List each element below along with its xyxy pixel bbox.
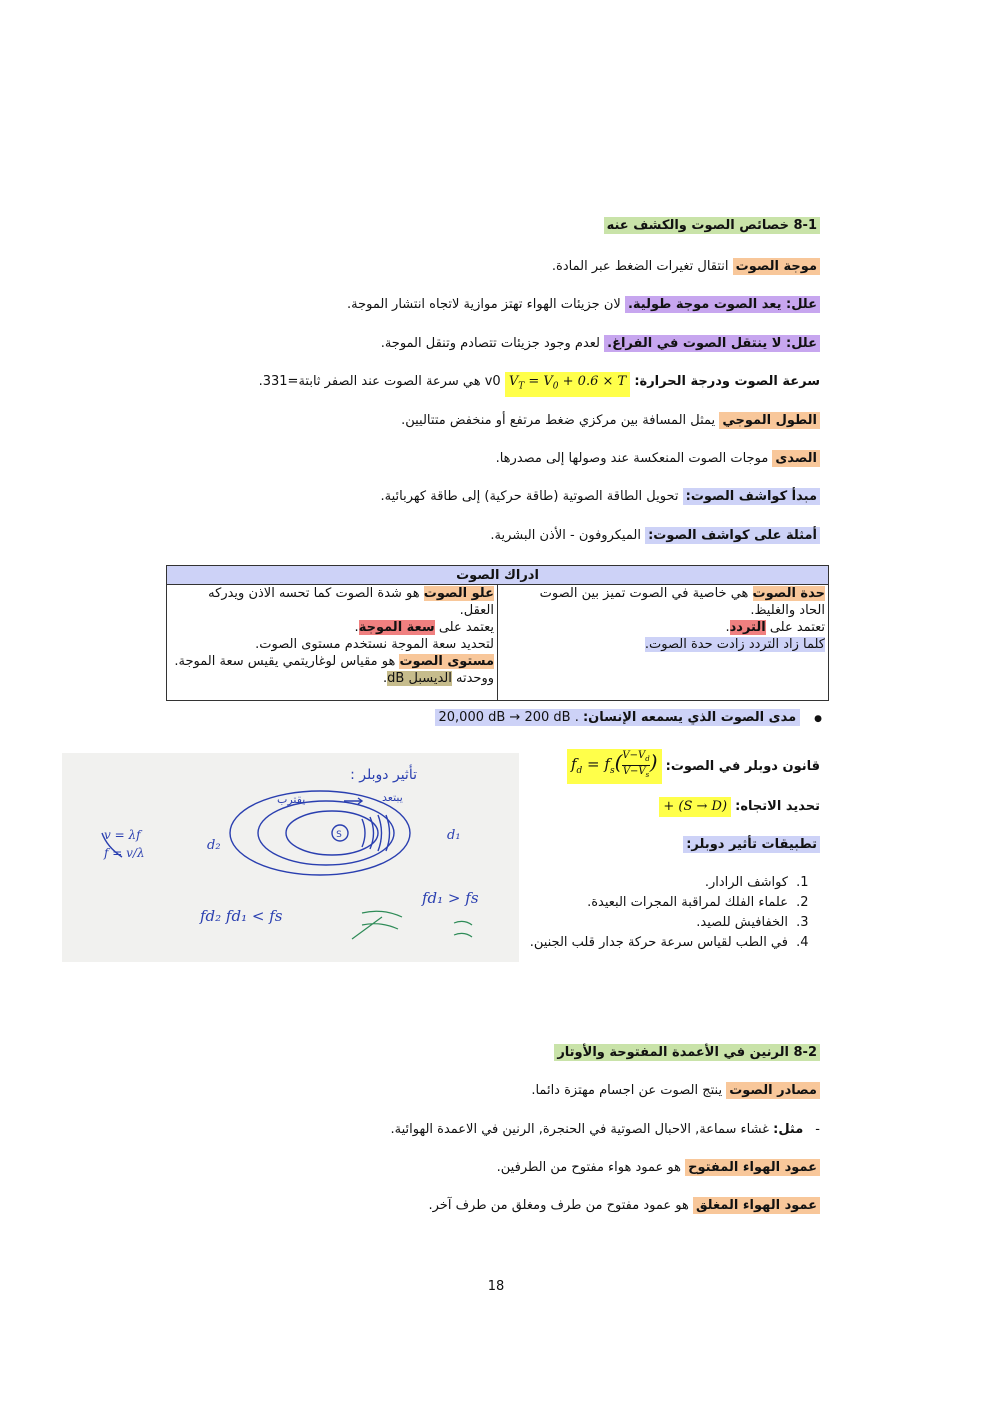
application-item: 4. في الطب لقياس سرعة حركة جدار قلب الجنين. — [502, 933, 792, 953]
detector-examples-text: الميكروفون - الأذن البشرية. — [490, 528, 646, 543]
pitch-line-1: حدة الصوت هي خاصية في الصوت تميز بين الصوت — [539, 586, 825, 601]
reason-longitudinal — [347, 295, 820, 315]
application-item: 3. الخفافيش للصيد. — [502, 913, 792, 933]
loudness-depends: يعتمد على سعة الموجة. — [354, 620, 494, 635]
pitch-line-2: الحاد والغليظ. — [750, 603, 825, 618]
speed-formula: $V_T = V_0 + 0.6 \times T$ — [505, 372, 630, 397]
section-1-title: 8-1 خصائص الصوت والكشف عنه — [604, 217, 820, 234]
detector-examples-term: أمثلة على كواشف الصوت: — [645, 527, 820, 544]
closed-column-text: هو عمود مفتوح من طرف ومغلق من طرف آخر. — [428, 1198, 693, 1213]
decibel-term: الديسبل dB — [387, 671, 452, 686]
reason-vacuum-term: علل: لا ينتقل الصوت في الفراغ. — [604, 335, 820, 352]
reason-vacuum — [381, 334, 820, 354]
pitch-relation: كلما زاد التردد زادت حدة الصوت. — [644, 637, 825, 652]
sound-perception-table — [166, 565, 829, 701]
example-term: مثل: — [773, 1122, 804, 1137]
loudness-term: علو الصوت — [423, 586, 494, 601]
pitch-depends: تعتمد على التردد. — [725, 620, 825, 635]
doppler-notes-photo — [62, 753, 519, 962]
sources-example — [390, 1120, 820, 1140]
sound-level-term: مستوى الصوت — [399, 654, 494, 669]
doppler-applications-title — [683, 835, 820, 855]
pitch-term: حدة الصوت — [752, 586, 825, 601]
approach-note: يقترب — [277, 793, 306, 806]
sound-level-unit: ووحدته الديسبل dB. — [383, 671, 494, 686]
sound-sources-text: ينتج الصوت عن اجسام مهتزة دائما. — [531, 1083, 727, 1098]
wavelength-definition — [401, 411, 820, 431]
application-item: 1. كواشف الرادار. — [502, 873, 792, 893]
echo-definition — [496, 449, 820, 469]
example-text: غشاء سماعة, الاحبال الصوتية في الحنجرة, الرنين في الاعمدة الهوائية. — [390, 1122, 774, 1137]
frequency-term: التردد — [729, 620, 766, 635]
closed-column-term: عمود الهواء المغلق — [693, 1197, 820, 1214]
wavelength-text: يمثل المسافة بين مركزي ضغط مرتفع أو منخفض متتاليين. — [401, 413, 720, 428]
open-column-text: هو عمود هواء مفتوح من الطرفين. — [496, 1160, 686, 1175]
direction-formula: + (S → D) — [659, 797, 731, 817]
sound-level: مستوى الصوت هو مقياس لوغاريتمي يقيس سعة الموجة. — [174, 654, 494, 669]
detector-examples — [490, 526, 820, 546]
echo-text: موجات الصوت المنعكسة عند وصولها إلى مصدرها. — [495, 451, 773, 466]
notes-formula-2: f = v/λ — [104, 846, 145, 860]
speed-temperature — [259, 372, 820, 397]
pitch-cell — [498, 585, 829, 701]
hearing-range-value: 20,000 dB → 200 dB . — [438, 710, 579, 725]
table-header: ادراك الصوت — [167, 566, 829, 585]
loudness-line-1: علو الصوت هو شدة الصوت كما تحسه الاذن ويدركه — [208, 586, 494, 601]
section-1-heading — [604, 216, 820, 236]
application-item: 2. علماء الفلك لمراقبة المجرات البعيدة. — [502, 893, 792, 913]
reason-vacuum-text: لعدم وجود جزيئات تتصادم وتنقل الموجة. — [380, 336, 605, 351]
sound-wave-text: انتقال تغيرات الضغط عبر المادة. — [551, 259, 733, 274]
speed-text: v0 هي سرعة الصوت عند الصفر ثابتة=331. — [258, 374, 501, 389]
sound-wave-term: موجة الصوت — [733, 258, 820, 275]
speed-term: سرعة الصوت ودرجة الحرارة: — [634, 374, 820, 389]
notes-formula: v = λf — [104, 828, 141, 842]
sound-sources — [531, 1081, 820, 1101]
amplitude-use: لتحديد سعة الموجة نستخدم مستوى الصوت. — [255, 637, 494, 652]
hearing-range-term: مدى الصوت الذي يسمعه الإنسان: — [582, 710, 797, 725]
doppler-formula: $f_d = f_s$( $\frac{V-V_d}{V-V_s}$ ) — [567, 749, 662, 784]
doppler-direction — [659, 797, 820, 817]
hearing-range — [435, 708, 823, 729]
doppler-law-term: قانون دوبلر في الصوت: — [665, 759, 820, 774]
section-2-title: 8-2 الرنين في الأعمدة المفتوحة والأوتار — [554, 1044, 820, 1061]
detector-principle-term: مبدأ كواشف الصوت: — [683, 488, 820, 505]
example-dash: - — [815, 1122, 820, 1137]
doppler-notes-sketch — [62, 753, 519, 962]
page-number: 18 — [487, 1279, 505, 1294]
inequality-right: fd₁ > fs — [422, 889, 479, 907]
reason-longitudinal-term: علل: يعد الصوت موجة طولية. — [625, 296, 820, 313]
sound-sources-term: مصادر الصوت — [726, 1082, 820, 1099]
doppler-applications-list — [502, 873, 820, 953]
open-column-term: عمود الهواء المفتوح — [685, 1159, 820, 1176]
notes-title: تأثير دوبلر : — [350, 767, 417, 783]
amplitude-term: سعة الموجة — [358, 620, 435, 635]
section-2-heading — [554, 1043, 820, 1063]
loudness-cell — [167, 585, 498, 701]
observer-right: d₁ — [447, 828, 461, 843]
sound-wave-definition — [552, 257, 820, 277]
echo-term: الصدى — [772, 450, 820, 467]
detector-principle-text: تحويل الطاقة الصوتية (طاقة حركية) إلى طاقة كهربائية. — [380, 489, 683, 504]
doppler-law — [567, 749, 820, 784]
applications-title: تطبيقات تأثير دوبلر: — [683, 836, 820, 853]
loudness-line-2: العقل. — [459, 603, 494, 618]
wavelength-term: الطول الموجي — [719, 412, 820, 429]
direction-term: تحديد الاتجاه: — [735, 799, 820, 814]
recede-note: يبتعد — [382, 791, 403, 804]
inequality-left: fd₂ fd₁ < fs — [200, 907, 283, 925]
open-air-column — [497, 1158, 820, 1178]
reason-longitudinal-text: لان جزيئات الهواء تهتز موازية لاتجاه انتشار الموجة. — [346, 297, 625, 312]
observer-left: d₂ — [207, 838, 221, 853]
closed-air-column — [429, 1196, 821, 1216]
detector-principle — [381, 487, 820, 507]
bullet: ● — [814, 714, 822, 724]
source-label: S — [336, 830, 342, 840]
